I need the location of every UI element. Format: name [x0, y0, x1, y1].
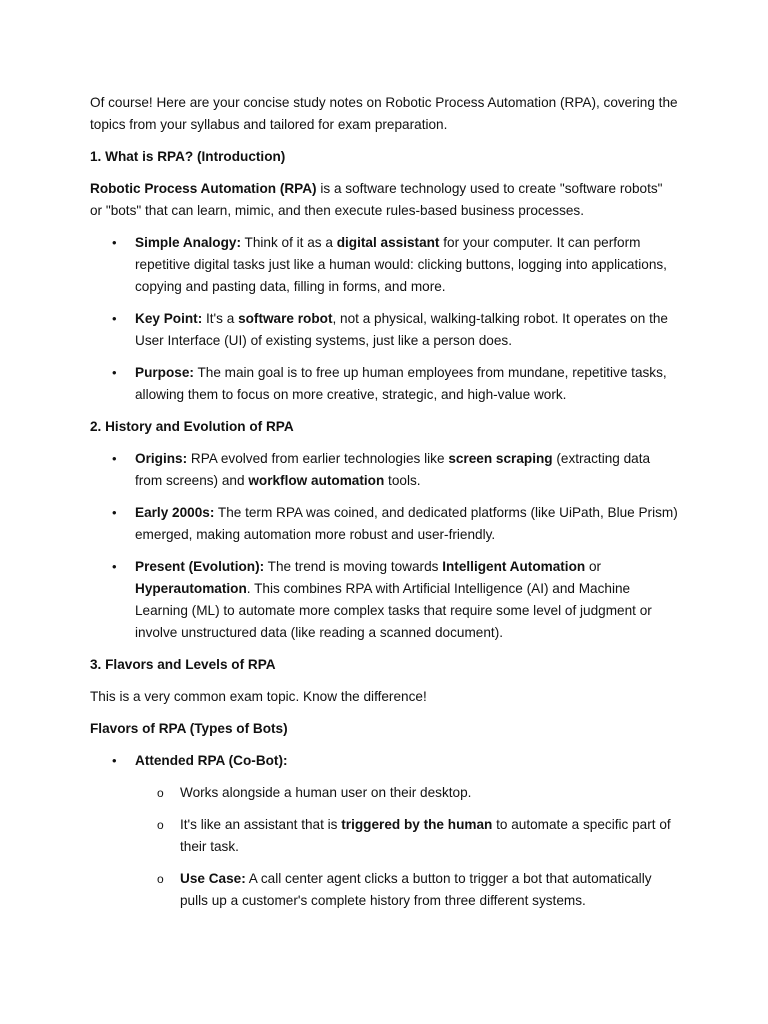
sub-item — [135, 782, 678, 804]
item-emphasis: software robot — [238, 311, 333, 326]
section-1-list — [90, 232, 678, 406]
list-item-key-point — [90, 308, 678, 352]
section-2-heading: 2. History and Evolution of RPA — [90, 419, 294, 434]
item-text: The trend is moving towards — [264, 559, 443, 574]
item-emphasis: Hyperautomation — [135, 581, 247, 596]
list-item-purpose — [90, 362, 678, 406]
item-text: RPA evolved from earlier technologies like — [187, 451, 449, 466]
item-text: Works alongside a human user on their desktop. — [180, 785, 472, 800]
sub-item — [135, 814, 678, 858]
bullet-icon: • — [112, 235, 117, 250]
list-item-origins — [90, 448, 678, 492]
section-2-list — [90, 448, 678, 644]
definition-text: is a software technology used to create "software robots" or "bots" that can learn, mimic, and then execute rules-based business processes. — [90, 181, 663, 218]
item-emphasis: triggered by the human — [341, 817, 493, 832]
bullet-icon: • — [112, 451, 117, 466]
item-text: (extracting data from screens) and — [135, 451, 651, 488]
list-item-simple-analogy — [90, 232, 678, 298]
list-item-attended-rpa — [90, 750, 678, 912]
item-text: Think of it as a — [241, 235, 337, 250]
bullet-icon: • — [112, 311, 117, 326]
rpa-definition — [90, 178, 678, 222]
item-text: The main goal is to free up human employees from mundane, repetitive tasks, allowing them to focus on more creative, strategic, and high-value work. — [135, 365, 667, 402]
bullet-icon: • — [112, 365, 117, 380]
item-label: Present (Evolution): — [135, 559, 265, 574]
item-label: Attended RPA (Co-Bot): — [135, 753, 288, 768]
bullet-icon: • — [112, 559, 117, 574]
item-emphasis: digital assistant — [336, 235, 440, 250]
bullet-icon: • — [112, 505, 117, 520]
item-text: It's like an assistant that is — [180, 817, 342, 832]
section-3-heading: 3. Flavors and Levels of RPA — [90, 657, 276, 672]
item-label: Origins: — [135, 451, 188, 466]
item-text: or — [585, 559, 602, 574]
item-label: Use Case: — [180, 871, 246, 886]
item-text: A call center agent clicks a button to trigger a bot that automatically pulls up a customer's complete history from three different systems. — [180, 871, 652, 908]
item-label: Purpose: — [135, 365, 194, 380]
item-label: Simple Analogy: — [135, 235, 241, 250]
item-text: tools. — [384, 473, 421, 488]
intro-paragraph: Of course! Here are your concise study notes on Robotic Process Automation (RPA), covering the topics from your syllabus and tailored for exam preparation. — [90, 95, 678, 132]
sub-bullet-icon: o — [157, 818, 164, 832]
item-text: for your computer. It can perform repetitive digital tasks just like a human would: clicking buttons, logging into applications, copying and pasting data, filling in forms, and more. — [135, 235, 667, 294]
list-item-present-evolution — [90, 556, 678, 644]
sub-item — [135, 868, 678, 912]
sub-bullet-icon: o — [157, 786, 164, 800]
section-1-heading: 1. What is RPA? (Introduction) — [90, 149, 286, 164]
item-text: . This combines RPA with Artificial Intelligence (AI) and Machine Learning (ML) to automate more complex tasks that require some level of judgment or involve unstructured data (like reading a scanned document). — [135, 581, 652, 640]
bullet-icon: • — [112, 753, 117, 768]
item-label: Key Point: — [135, 311, 203, 326]
item-text: to automate a specific part of their task. — [180, 817, 671, 854]
item-text: The term RPA was coined, and dedicated platforms (like UiPath, Blue Prism) emerged, making automation more robust and user-friendly. — [135, 505, 678, 542]
item-label: Early 2000s: — [135, 505, 215, 520]
exam-note: This is a very common exam topic. Know the difference! — [90, 689, 427, 704]
flavors-subheading: Flavors of RPA (Types of Bots) — [90, 721, 288, 736]
sub-bullet-icon: o — [157, 872, 164, 886]
item-text: , not a physical, walking-talking robot. It operates on the User Interface (UI) of existing systems, just like a person does. — [135, 311, 668, 348]
section-3-list — [90, 750, 678, 912]
attended-sublist — [135, 782, 678, 912]
item-emphasis: screen scraping — [448, 451, 553, 466]
definition-term: Robotic Process Automation (RPA) — [90, 181, 317, 196]
item-text: It's a — [202, 311, 239, 326]
item-emphasis: workflow automation — [248, 473, 385, 488]
item-emphasis: Intelligent Automation — [442, 559, 586, 574]
list-item-early-2000s — [90, 502, 678, 546]
